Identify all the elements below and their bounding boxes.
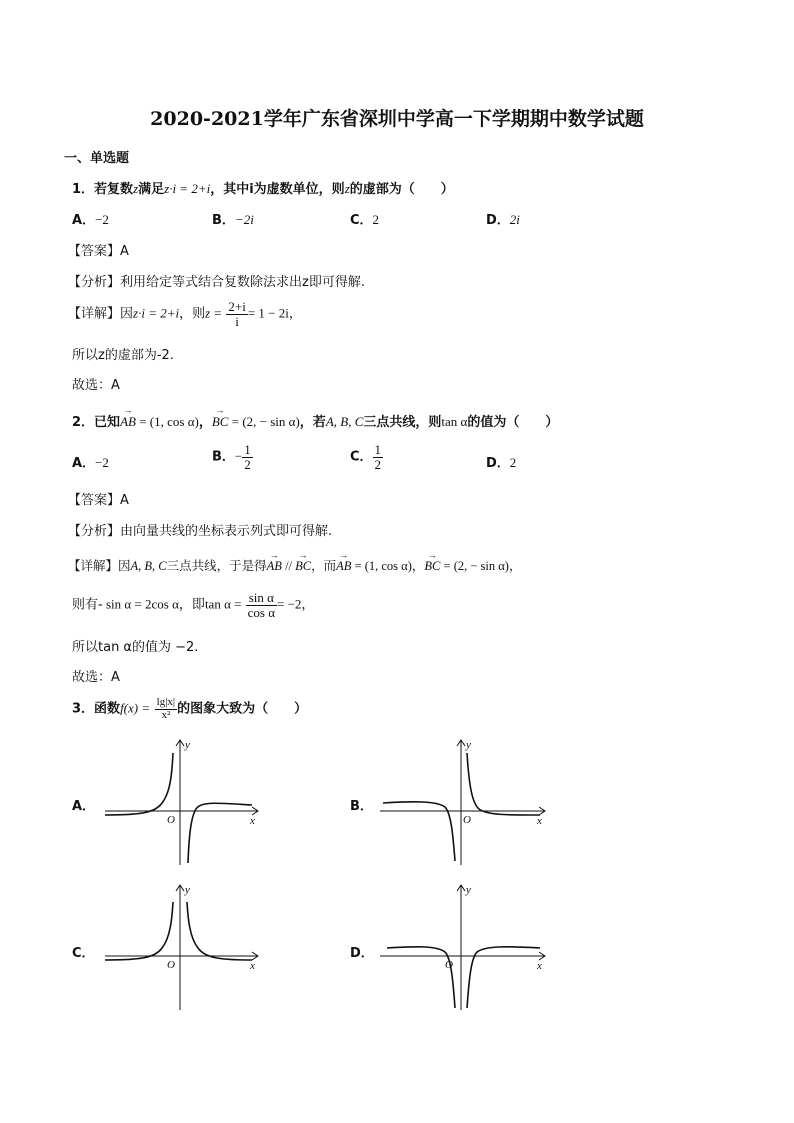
- graph-b-right-branch: [467, 753, 540, 815]
- q2-option-b: B．− $\frac{1}{2}$: [212, 442, 251, 472]
- q1-option-a: A．−2: [72, 212, 109, 228]
- q2-conclusion: 所以tan α的值为 −2.: [72, 640, 199, 655]
- graph-a-x-label: x: [250, 815, 255, 827]
- graph-b-y-label: y: [466, 739, 471, 751]
- q1-answer: 【答案】A: [68, 244, 129, 259]
- q2-derivation: 则有- sin α = 2cos α，即tan α = $\frac{\text{sin α}}{\text{cos α}}$ = −2，: [72, 590, 315, 620]
- q2-detail: 【详解】因A, B, C三点共线，于是得→ AB // → BC，而→ AB = (1, cos α)，→ BC = (2, − sin α)，: [68, 556, 521, 574]
- question-2-stem: 2．已知→ AB = (1, cos α)，→ BC = (2, − sin α)，若A, B, C三点共线，则tan α的值为（ ）: [72, 411, 558, 430]
- q2-option-d: D．2: [486, 455, 517, 471]
- q3-option-c-label: C．: [72, 946, 95, 961]
- graph-d-origin: O: [445, 959, 453, 971]
- section-heading: 一、单选题: [64, 151, 130, 166]
- graph-c-y-label: y: [185, 884, 190, 896]
- q1-analysis: 【分析】利用给定等式结合复数除法求出z即可得解.: [68, 275, 365, 290]
- q1-option-c: C．2: [350, 212, 380, 228]
- graph-a-left-branch: [105, 753, 173, 815]
- q1-option-b: B．−2i: [212, 212, 254, 228]
- q3-option-d-label: D．: [350, 946, 374, 961]
- q1-detail: 【详解】因z·i = 2+i，则z = $\frac{2+i}{i}$ = 1 − 2i，: [68, 299, 302, 329]
- graph-c-left-branch: [105, 902, 173, 960]
- q1-choice: 故选：A: [72, 378, 120, 393]
- q2-option-c: C． $\frac{1}{2}$: [350, 442, 382, 472]
- q3-option-b-label: B．: [350, 799, 373, 814]
- graph-b-origin: O: [463, 814, 471, 826]
- q1-option-d: D．2i: [486, 212, 520, 228]
- graph-c-origin: O: [167, 959, 175, 971]
- graph-c-right-branch: [187, 902, 252, 960]
- q3-graph-c: [100, 880, 270, 1015]
- graph-a-right-branch: [188, 803, 252, 863]
- q2-option-a: A．−2: [72, 455, 109, 471]
- q2-answer: 【答案】A: [68, 493, 129, 508]
- q2-choice: 故选：A: [72, 670, 120, 685]
- graph-a-y-label: y: [185, 739, 190, 751]
- graph-d-y-label: y: [466, 884, 471, 896]
- graph-b-x-label: x: [537, 815, 542, 827]
- q1-conclusion: 所以z的虚部为-2.: [72, 348, 174, 363]
- question-1-stem: 1．若复数z满足z·i = 2+i，其中i为虚数单位，则z的虚部为（ ）: [72, 181, 454, 197]
- question-3-stem: 3．函数f(x) = $\frac{\lg|x|}{\text{x²}}$ 的图象大致为（ ）: [72, 696, 308, 721]
- q2-analysis: 【分析】由向量共线的坐标表示列式即可得解.: [68, 524, 333, 539]
- graph-d-x-label: x: [537, 960, 542, 972]
- page-title: 2020-2021学年广东省深圳中学高一下学期期中数学试题: [150, 108, 644, 130]
- q3-graph-a: [100, 735, 270, 870]
- graph-a-origin: O: [167, 814, 175, 826]
- q3-option-a-label: A．: [72, 799, 96, 814]
- graph-c-x-label: x: [250, 960, 255, 972]
- q3-graph-b: [375, 735, 550, 870]
- q3-graph-d: [375, 880, 550, 1015]
